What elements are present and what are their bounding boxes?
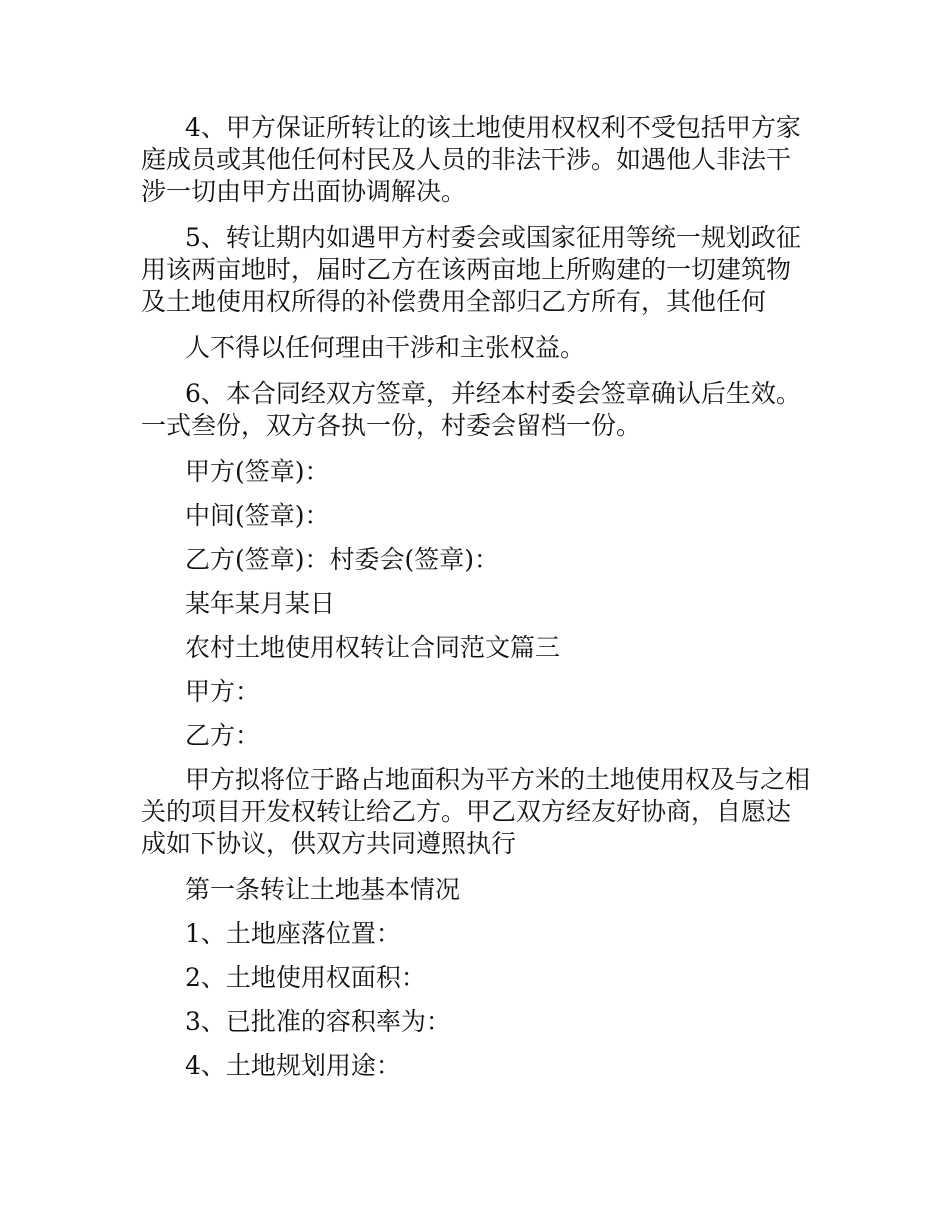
party-b-village-signature-line: 乙方(签章)：村委会(签章)： <box>185 545 500 574</box>
clause-6-paragraph: 6、本合同经双方签章，并经本村委会签章确认后生效。一式叁份，双方各执一份，村委会留档一份。 <box>141 379 801 440</box>
party-b-line: 乙方： <box>185 721 261 750</box>
section-title: 农村土地使用权转让合同范文篇三 <box>185 633 561 662</box>
party-a-line: 甲方： <box>185 677 261 706</box>
item-land-area: 2、土地使用权面积： <box>185 963 426 992</box>
intro-paragraph: 甲方拟将位于路占地面积为平方米的土地使用权及与之相关的项目开发权转让给乙方。甲乙双方经友好协商，自愿达成如下协议，供双方共同遵照执行 <box>141 765 811 858</box>
middleman-signature-line: 中间(签章)： <box>185 501 330 530</box>
clause-5-paragraph: 5、转让期内如遇甲方村委会或国家征用等统一规划政征用该两亩地时，届时乙方在该两亩地上所购建的一切建筑物及土地使用权所得的补偿费用全部归乙方所有，其他任何 <box>141 223 801 316</box>
article-1-heading: 第一条转让土地基本情况 <box>185 875 461 904</box>
item-floor-area-ratio: 3、已批准的容积率为： <box>185 1007 451 1036</box>
party-a-signature-line: 甲方(签章)： <box>185 457 330 486</box>
date-line: 某年某月某日 <box>185 589 336 618</box>
item-land-location: 1、土地座落位置： <box>185 919 401 948</box>
clause-4-paragraph: 4、甲方保证所转让的该土地使用权权利不受包括甲方家庭成员或其他任何村民及人员的非法干涉。如遇他人非法干涉一切由甲方出面协调解决。 <box>141 113 801 206</box>
clause-5-continuation: 人不得以任何理由干涉和主张权益。 <box>185 333 586 362</box>
document-body <box>141 112 813 1094</box>
item-land-use: 4、土地规划用途： <box>185 1051 401 1080</box>
